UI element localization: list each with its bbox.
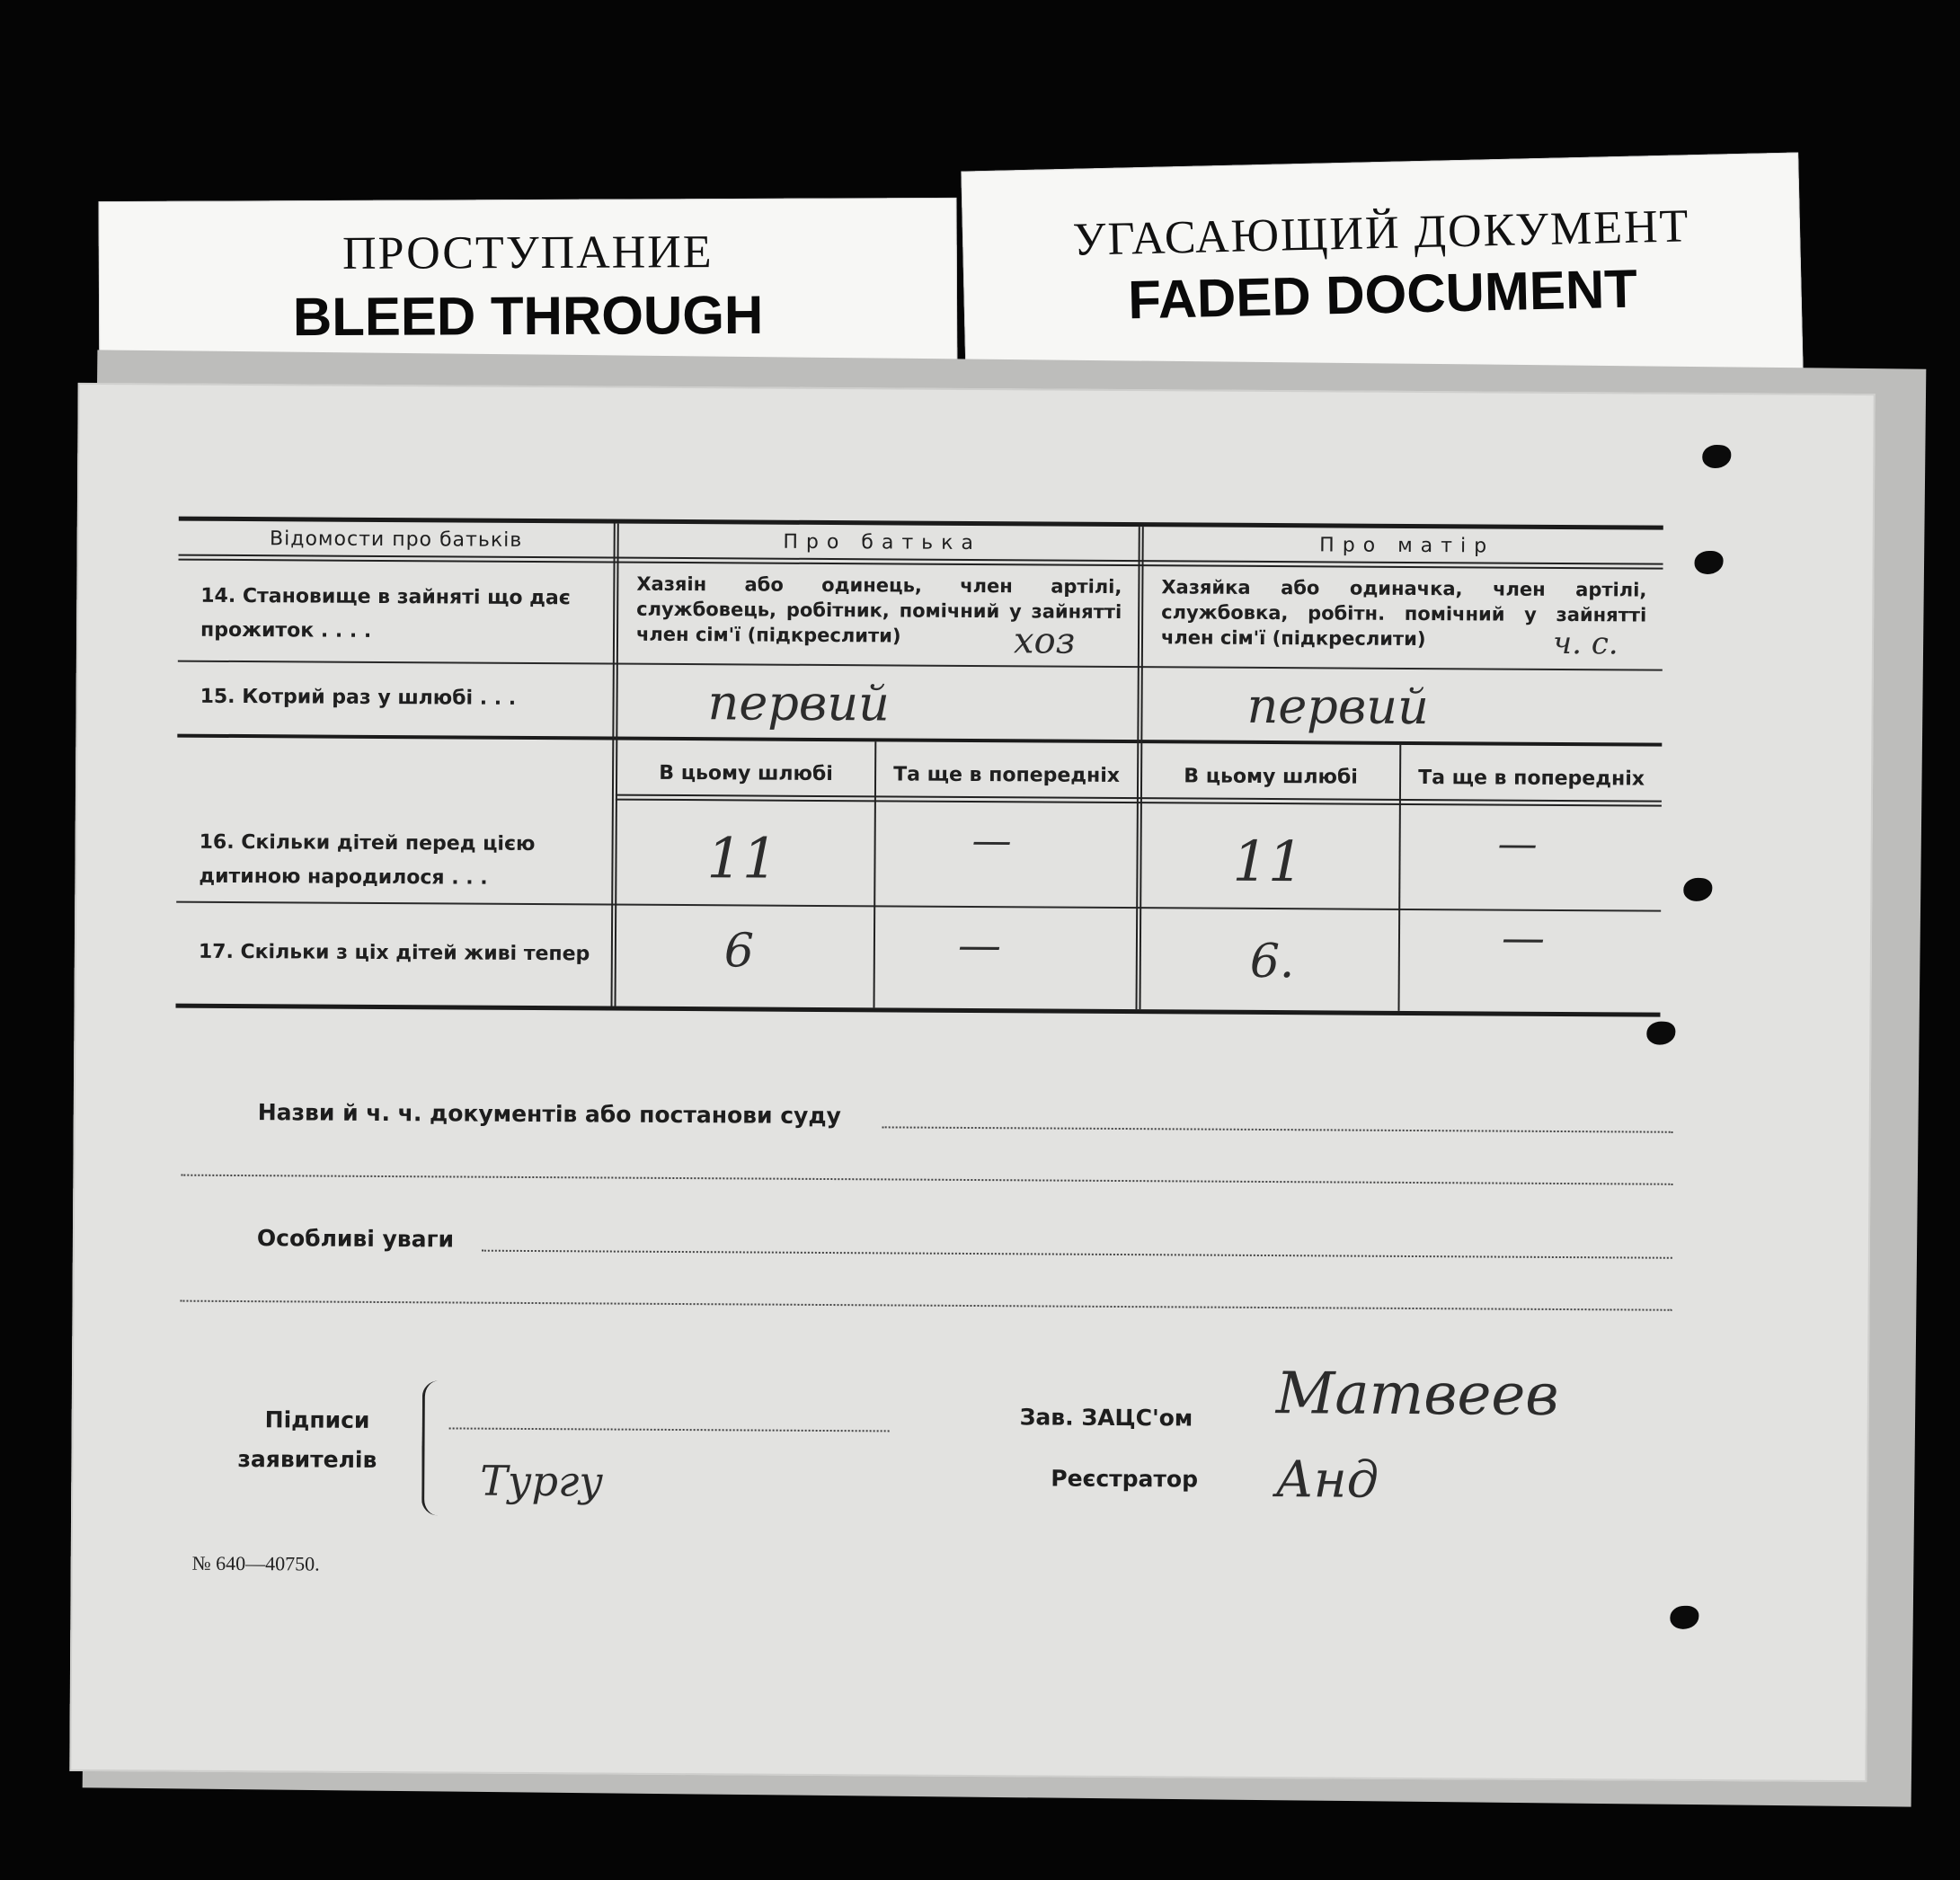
- mother-children-this: 11: [1232, 828, 1304, 895]
- father-children-this: 11: [706, 825, 778, 891]
- documents-line: [882, 1126, 1673, 1132]
- notes-line: [482, 1250, 1672, 1259]
- mother-marriage-count: первий: [1246, 677, 1430, 736]
- father-children-previous: —: [971, 817, 1012, 865]
- row-rule: [177, 734, 1662, 747]
- punch-hole: [1694, 551, 1723, 574]
- document-sheet: [69, 383, 1875, 1782]
- father-children-living-previous: —: [957, 919, 1002, 971]
- bleed-through-en: BLEED THROUGH: [292, 284, 764, 348]
- question-17: 17. Скільки з ціх дітей живі тепер: [198, 940, 590, 966]
- father-marriage-count: первий: [707, 674, 891, 732]
- registrar-label: Реєстратор: [1051, 1465, 1199, 1493]
- applicants-signatures-label-2: заявителів: [237, 1446, 377, 1473]
- father-occupation-answer: хоз: [1013, 620, 1076, 662]
- punch-hole: [1670, 1606, 1698, 1629]
- notes-line-2: [180, 1300, 1672, 1311]
- father-children-living-this: 6: [723, 924, 755, 979]
- applicant-signature-line: [449, 1427, 890, 1432]
- head-of-registry-signature: Матвеев: [1275, 1361, 1559, 1429]
- applicants-signatures-label: Підписи: [264, 1406, 370, 1433]
- table-bottom-rule: [175, 1004, 1660, 1017]
- subheader-mother-this-marriage: В цьому шлюбі: [1184, 765, 1358, 789]
- faded-document-en: FADED DOCUMENT: [1127, 258, 1638, 331]
- applicant-signature: Тургу: [480, 1456, 604, 1506]
- mother-occupation-options: Хазяйка або одиначка, член артілі, службовка, робітн. помічний у зайнятті член сім'ї (підкреслити): [1160, 576, 1647, 651]
- header-about-mother: П р о м а т і р: [1319, 534, 1488, 558]
- punch-hole: [1683, 878, 1712, 901]
- notes-label: Особливі уваги: [256, 1225, 455, 1253]
- mother-occupation-answer: ч. с.: [1552, 625, 1619, 662]
- question-16: 16. Скільки дітей перед цією дитиною народилося . . .: [199, 830, 536, 890]
- signatures-brace: [421, 1380, 441, 1515]
- registrar-signature: Анд: [1275, 1450, 1379, 1510]
- subheader-father-this-marriage: В цьому шлюбі: [659, 761, 833, 786]
- subheader-mother-previous: Та ще в попередніх: [1418, 767, 1645, 791]
- documents-label: Назви й ч. ч. документів або постанови суду: [257, 1099, 841, 1130]
- faded-document-ru: УГАСАЮЩИЙ ДОКУМЕНТ: [1072, 200, 1690, 266]
- punch-hole: [1702, 445, 1731, 468]
- question-15: 15. Котрий раз у шлюбі . . .: [200, 685, 517, 710]
- row-rule: [178, 661, 1663, 671]
- faded-document-tab: [961, 152, 1803, 391]
- header-parents-info: Відомости про батьків: [270, 528, 523, 552]
- form-number: № 640—40750.: [191, 1551, 320, 1575]
- bleed-through-ru: ПРОСТУПАНИЕ: [341, 226, 714, 279]
- father-occupation-options: Хазяін або одинець, член артілі, службовець, робітник, помічний у зайнятті член сім'ї (підкреслити): [635, 572, 1122, 647]
- parents-info-table: [179, 517, 1663, 989]
- punch-hole: [1646, 1022, 1675, 1045]
- question-14: 14. Становище в зайняті що дає прожиток . . . .: [200, 584, 571, 643]
- documents-line-2: [181, 1175, 1672, 1185]
- head-of-registry-label: Зав. ЗАЦС'ом: [1019, 1404, 1193, 1432]
- mother-children-living-this: 6.: [1249, 934, 1295, 989]
- subheader-father-previous: Та ще в попередніх: [893, 763, 1121, 787]
- mother-children-previous: —: [1497, 820, 1538, 867]
- mother-children-living-previous: —: [1501, 912, 1546, 963]
- header-about-father: П р о б а т ь к а: [783, 530, 974, 555]
- row-rule: [176, 901, 1661, 912]
